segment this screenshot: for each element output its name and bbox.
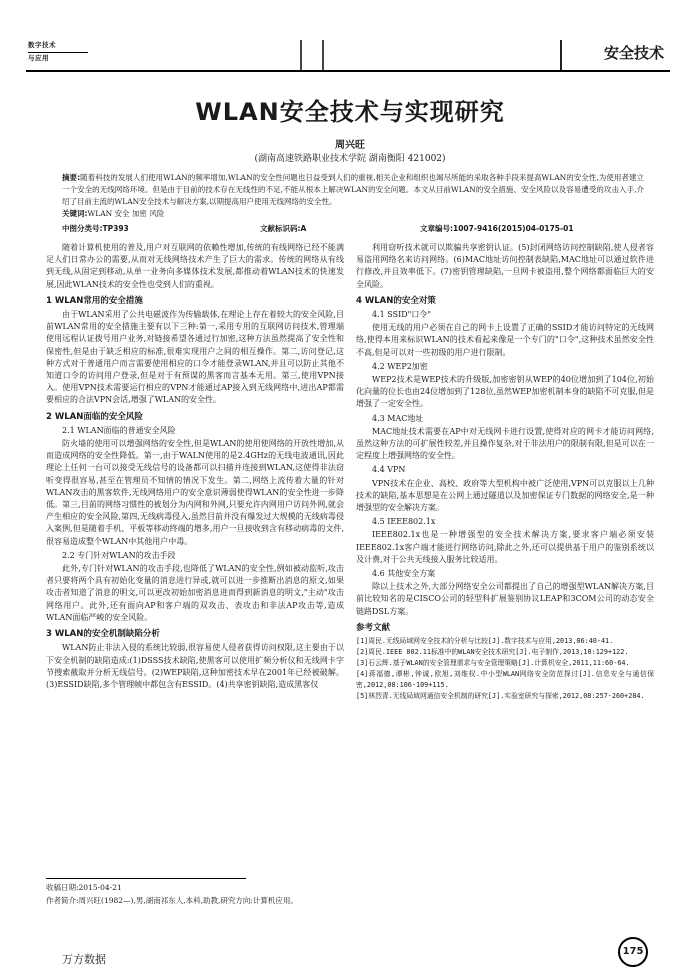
section-label: 安全技术 (603, 44, 664, 62)
header-rule (26, 70, 670, 72)
journal-logo (28, 40, 88, 70)
body-paragraph: 随着计算机使用的普及,用户对互联网的依赖性增加,传统的有线网络已经不能满足人们日常办公的需要,从而对无线网络技术产生了巨大的需求。传统的网络从有线到无线,从固定到移动,从单一业务向多媒体技术发展,都推动着WLAN技术的快速发展,因此WLAN技术的安全性也受到人们的重视。 (46, 243, 344, 289)
reference-item: [2]周民.IEEE 802.11标准中的WLAN安全技术研究[J].电子制作,2013,10:129+122. (356, 648, 629, 657)
journal-name-line1: 数字技术 (28, 41, 56, 49)
body-paragraph: IEEE802.1x也是一种增强型的安全技术解决方案,要求客户端必须安装IEEE802.1x客户端才能进行网络访问,除此之外,还可以提供基于用户的鉴别系统以及计费,对于公共无线接入服务比较适用。 (356, 530, 654, 564)
subsection-heading: 4.4 VPN (372, 465, 406, 475)
subsection-heading: 4.6 其他安全方案 (372, 569, 436, 579)
body-paragraph: 由于WLAN采用了公共电磁波作为传输载体,在理论上存在着较大的安全风险,目前WLAN常用的安全措施主要有以下三种:第一,采用专用的互联网访问技术,管理端使用远程认证拨号用户业务,对链接希望各通过行加密,这种方法虽然提高了安全性和保密性,但是由于缺乏相应的标准,很难实现用户之间的相互操作。第二,访问登记,这种方式对于普通用户而言需要使用相应的口令才能登录WLAN,并且可以防止其他不知道口令的访问用户登录,但是对于有预谋的黑客而言基本无用。第三,使用VPN接入。使用VPN技术需要运行相应的VPN才能通过AP接入到无线网络中,进出AP都需要相应的合法VPN会话,增强了WLAN的安全性。 (46, 310, 344, 405)
section-heading: 2 WLAN面临的安全风险 (46, 411, 143, 422)
author-affiliation: (湖南高速铁路职业技术学院 湖南衡阳 421002) (254, 154, 446, 164)
body-paragraph: WEP2技术是WEP技术的升级版,加密密钥从WEP的40位增加到了104位,初始化向量的位长也由24位增加到了128位,虽然WEP加密机制本身的缺陷不可克服,但是增强了一定安全性。 (356, 375, 654, 409)
subsection-heading: 2.2 专门针对WLAN的攻击手段 (62, 550, 176, 560)
abstract-text: 随着科技的发展人们使用WLAN的频率增加,WLAN的安全性问题也日益受到人们的重视,相关企业和组织也竭尽所能的采取各种手段来提高WLAN的安全性,为使用者建立一个安全的无线网络环境。但是由于目前的技术存在无线性的不足,不能从根本上解决WLAN的安全问题。本文从目前WLAN的安全措施、安全风险以及容易遭受的攻击入手,介绍了目前主流的WLAN安全技术与解决方案,以期提高用户使用无线网络的安全性。 (62, 173, 645, 206)
body-paragraph: 利用窃听技术就可以欺骗共享密钥认证。(5)封闭网络访问控制缺陷,使人侵者容易盗用网络名来访问网络。(6)MAC地址访问控制表缺陷,MAC地址可以通过软件进行修改,并且效率低下。(7)密钥管理缺陷,一旦网卡被盗用,整个网络都面临巨大的安全风险。 (356, 243, 654, 289)
reference-item: [1]周民.无线局域网安全技术的分析与比较[J].数字技术与应用,2013,06:40-41. (356, 637, 614, 646)
body-paragraph: 使用无线的用户必须在自己的网卡上设置了正确的SSID才能访问特定的无线网络,使得本用来标识WLAN的技术看起来像是一个专门的"口令",这种技术虽然安全性不高,但是可以对一些初级的用户进行限制。 (356, 323, 654, 357)
author-bio: 作者简介:周兴旺(1982—),男,湖南祁东人,本科,助教,研究方向:计算机应用。 (46, 896, 298, 905)
header-divider (322, 40, 324, 70)
reference-item: [5]林烈青.无线局域网通信安全机制的研究[J].实验室研究与探索,2012,08:257-260+284. (356, 692, 645, 701)
reference-item: [4]蒋福德,谭彬,钟诚,欧旭,刘维权.中小型WLAN网络安全防范探讨[J].信息安全与通信保密,2012,08:106-109+115. (356, 670, 654, 690)
article-title: WLAN安全技术与实现研究 (195, 98, 505, 126)
header-divider (560, 40, 562, 70)
journal-name-line2: 与应用 (28, 52, 88, 63)
body-paragraph: WLAN防止非法入侵的系统比较弱,很容易使人侵者获得访问权限,这主要由于以下安全机制的缺陷造成:(1)DSSS技术缺陷,使黑客可以使用扩频分析仪和无线网卡字节搜索截取并分析无线信号。(2)WEP缺陷,这种加密技术早在2001年已经被破解。(3)ESSID缺陷,多个管理帧中都包含有ESSID。(4)共享密钥缺陷,造成黑客仅 (46, 643, 344, 689)
subsection-heading: 4.2 WEP2加密 (372, 361, 428, 371)
footnote-rule (46, 878, 246, 879)
keywords-label: 关键词: (62, 209, 88, 218)
body-paragraph: 此外,专门针对WLAN的攻击手段,也降低了WLAN的安全性,例如被动监听,攻击者只要将两个具有初始化变量的消息进行异或,就可以进一步推断出消息的原文,如果攻击者知道了消息的明文,可以更改初始加密消息进而得到新消息的明文,"主动"攻击网络用户。此外,还有面向AP和客户端的双攻击、表攻击和非法AP攻击等,造成WLAN面临严峻的安全风险。 (46, 564, 344, 622)
watermark: 万方数据 (62, 953, 106, 966)
subsection-heading: 4.1 SSID"口令" (372, 310, 432, 320)
article-author: 周兴旺 (335, 140, 365, 151)
body-paragraph: 防火墙的使用可以增强网络的安全性,但是WLAN的使用使网络的开放性增加,从而造成网络的安全性降低。第一,由于WALN使用的是2.4GHz的无线电波通讯,因此理论上任何一台可以接受无线信号的设备都可以扫描并连接到WLAN,这使得非法窃听变得很容易,甚至在管理员不知情的情况下发生。第二,网络上流传着大量的针对WLAN攻击的黑客软件,无线网络用户的安全意识薄弱使得WLAN的安全性进一步降低。第三,目前的网络习惯性的被划分为内网和外网,只要允许内网用户访问外网,就会产生相应的安全风险,第四,无线病毒侵入,虽然目前并没有爆发过大规模的无线病毒侵入案例,但是随着手机、平板等移动终端的增多,用户一旦接收到含有移动病毒的文件,很容易造成整个WLAN中其他用户中毒。 (46, 439, 344, 546)
subsection-heading: 4.3 MAC地址 (372, 413, 424, 423)
body-right-column (356, 242, 654, 702)
header-divider (300, 40, 302, 70)
document-code: 文献标识码:A (260, 224, 307, 233)
abstract-label: 摘要: (62, 173, 81, 182)
body-left-column (46, 242, 344, 691)
reference-item: [3]石云辉.基于WLAN的安全管理需求与安全管理策略[J].计算机安全,2011,11:60-64. (356, 659, 630, 668)
body-paragraph: VPN技术在企业、高校、政府等大型机构中被广泛使用,VPN可以克服以上几种技术的缺陷,基本思想是在公网上通过隧道以及加密保证专门数据的网络安全,是一种增强型的安全解决方案。 (356, 478, 654, 513)
body-paragraph: 除以上技术之外,大部分网络安全公司都提出了自己的增强型WLAN解决方案,目前比较知名的是CISCO公司的轻型科扩展鉴别协议LEAP和3COM公司的动态安全链路DSL方案。 (356, 582, 654, 616)
received-date: 收稿日期:2015-04-21 (46, 883, 122, 892)
subsection-heading: 2.1 WLAN面临的普通安全风险 (62, 425, 176, 435)
section-heading: 参考文献 (356, 622, 391, 633)
abstract-block (62, 172, 644, 220)
page-number: 175 (618, 937, 648, 967)
subsection-heading: 4.5 IEEE802.1x (372, 517, 436, 527)
keywords-text: WLAN 安全 加密 风险 (87, 209, 165, 218)
section-heading: 1 WLAN常用的安全措施 (46, 295, 143, 306)
body-paragraph: MAC地址技术需要在AP中对无线网卡进行设置,使得对应的网卡才能访问网络,虽然这种方法的可扩展性较差,并且操作复杂,对于非法用户的限制有限,但是可以在一定程度上增强网络的安全性。 (356, 426, 654, 461)
clc-number: 中图分类号:TP393 (62, 224, 129, 233)
section-heading: 4 WLAN的安全对策 (356, 295, 436, 306)
article-number: 文章编号:1007-9416(2015)04-0175-01 (420, 224, 574, 233)
section-heading: 3 WLAN的安全机制缺陷分析 (46, 629, 160, 640)
